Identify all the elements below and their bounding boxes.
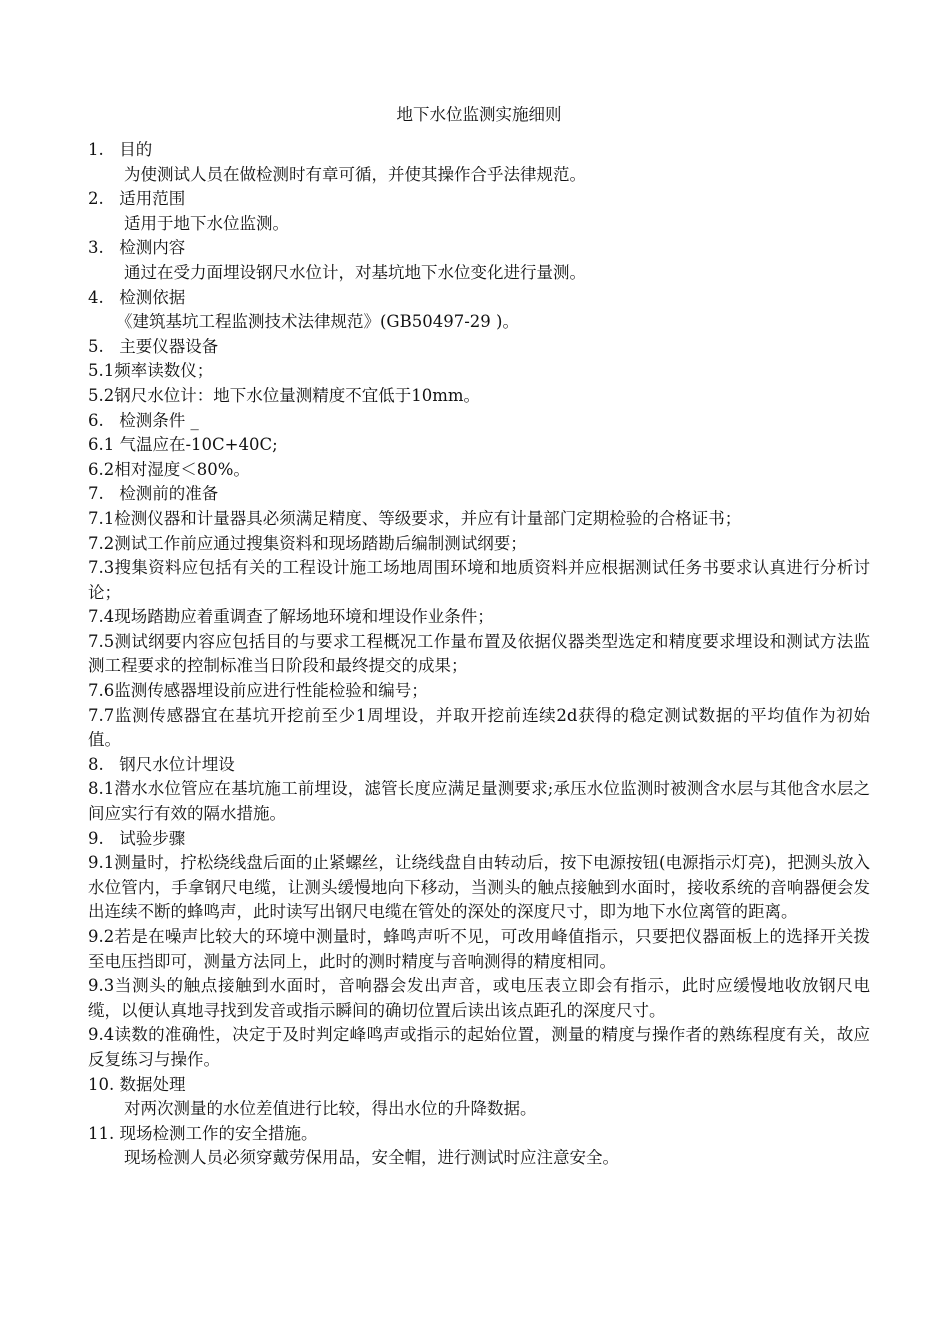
document-title: 地下水位监测实施细则 [396, 105, 562, 124]
document-page [88, 100, 870, 1171]
section-number: 6. [88, 410, 104, 430]
section-title: 钢尺水位计埋设 [119, 754, 235, 774]
section-5 [88, 335, 870, 409]
section-heading [88, 827, 870, 852]
section-7 [88, 482, 870, 753]
section-heading [88, 753, 870, 778]
list-item: 5.1频率读数仪； [88, 361, 214, 381]
section-4 [88, 286, 870, 335]
section-title: 检测条件 _ [119, 410, 199, 430]
list-item: 7.3搜集资料应包括有关的工程设计施工场地周围环境和地质资料并应根据测试任务书要求认真进行分析讨论； [88, 558, 870, 602]
section-title: 检测依据 [119, 287, 186, 307]
section-10 [88, 1073, 870, 1122]
section-title: 适用范围 [119, 189, 186, 209]
section-body: 通过在受力面埋设钢尺水位计，对基坑地下水位变化进行量测。 [124, 262, 586, 282]
list-item: 7.2测试工作前应通过搜集资料和现场踏勘后编制测试纲要； [88, 533, 527, 553]
section-8 [88, 753, 870, 827]
section-title: 主要仪器设备 [119, 336, 219, 356]
section-title: 目的 [119, 140, 153, 159]
section-title: 试验步骤 [119, 828, 186, 848]
section-number: 2. [88, 189, 104, 209]
list-item: 8.1潜水水位管应在基坑施工前埋设，滤管长度应满足量测要求;承压水位监测时被测含水层与其他含水层之间应实行有效的隔水措施。 [88, 779, 870, 824]
section-heading [88, 335, 870, 360]
section-9 [88, 827, 870, 1073]
section-body: 为使测试人员在做检测时有章可循，并使其操作合乎法律规范。 [124, 164, 586, 184]
section-body: 现场检测人员必须穿戴劳保用品，安全帽，进行测试时应注意安全。 [124, 1148, 619, 1168]
section-title: 数据处理 [119, 1074, 186, 1094]
section-title: 检测前的准备 [119, 484, 219, 504]
section-heading [88, 1073, 870, 1098]
section-number: 11. [88, 1123, 115, 1143]
list-item: 7.6监测传感器埋设前应进行性能检验和编号； [88, 681, 428, 701]
section-heading [88, 187, 870, 212]
section-number: 5. [88, 336, 104, 356]
section-heading [88, 138, 870, 163]
list-item: 7.7监测传感器宜在基坑开挖前至少1周埋设，并取开挖前连续2d获得的稳定测试数据的平均值作为初始值。 [88, 705, 870, 750]
section-heading [88, 236, 870, 261]
section-body: 对两次测量的水位差值进行比较，得出水位的升降数据。 [124, 1099, 537, 1119]
section-6 [88, 409, 870, 483]
section-number: 4. [88, 287, 104, 307]
list-item: 5.2钢尺水位计：地下水位量测精度不宜低于10mm。 [88, 385, 481, 405]
section-title: 现场检测工作的安全措施。 [119, 1123, 318, 1143]
section-number: 7. [88, 484, 104, 504]
section-2 [88, 187, 870, 236]
section-number: 8. [88, 754, 104, 774]
section-number: 10. [88, 1074, 115, 1094]
list-item: 6.1 气温应在-10C+40C; [88, 435, 278, 455]
list-item: 7.4现场踏勘应着重调查了解场地环境和埋设作业条件； [88, 607, 494, 627]
section-heading [88, 409, 870, 434]
section-number: 1. [88, 140, 104, 159]
list-item: 6.2相对湿度＜80%。 [88, 459, 250, 479]
list-item: 9.1测量时，拧松绕线盘后面的止紧螺丝，让绕线盘自由转动后，按下电源按钮(电源指示灯亮)，把测头放入水位管内，手拿钢尺电缆，让测头缓慢地向下移动，当测头的触点接触到水面时，接收系统的音响器便会发出连续不断的蜂鸣声，此时读写出钢尺电缆在管处的深处的深度尺寸，即为地下水位离管的距离。 [88, 853, 870, 922]
section-3 [88, 236, 870, 285]
list-item: 9.3当测头的触点接触到水面时，音响器会发出声音，或电压表立即会有指示，此时应缓慢地收放钢尺电缆，以便认真地寻找到发音或指示瞬间的确切位置后读出该点距孔的深度尺寸。 [88, 976, 870, 1020]
section-1 [88, 138, 870, 187]
section-heading [88, 286, 870, 311]
section-number: 9. [88, 828, 104, 848]
section-body: 《建筑基坑工程监测技术法律规范》(GB50497-29 )。 [116, 312, 519, 332]
section-heading [88, 1122, 870, 1147]
section-heading [88, 482, 870, 507]
section-title: 检测内容 [119, 238, 186, 258]
section-11 [88, 1122, 870, 1171]
list-item: 7.1检测仪器和计量器具必须满足精度、等级要求，并应有计量部门定期检验的合格证书； [88, 508, 742, 528]
section-body: 适用于地下水位监测。 [124, 213, 289, 233]
list-item: 9.4读数的准确性，决定于及时判定峰鸣声或指示的起始位置，测量的精度与操作者的熟练程度有关，故应反复练习与操作。 [88, 1025, 870, 1069]
list-item: 7.5测试纲要内容应包括目的与要求工程概况工作量布置及依据仪器类型选定和精度要求埋设和测试方法监测工程要求的控制标准当日阶段和最终提交的成果； [88, 631, 870, 676]
list-item: 9.2若是在噪声比较大的环境中测量时，蜂鸣声听不见，可改用峰值指示，只要把仪器面板上的选择开关拨至电压挡即可，测量方法同上，此时的测时精度与音响测得的精度相同。 [88, 927, 870, 971]
section-number: 3. [88, 238, 104, 258]
